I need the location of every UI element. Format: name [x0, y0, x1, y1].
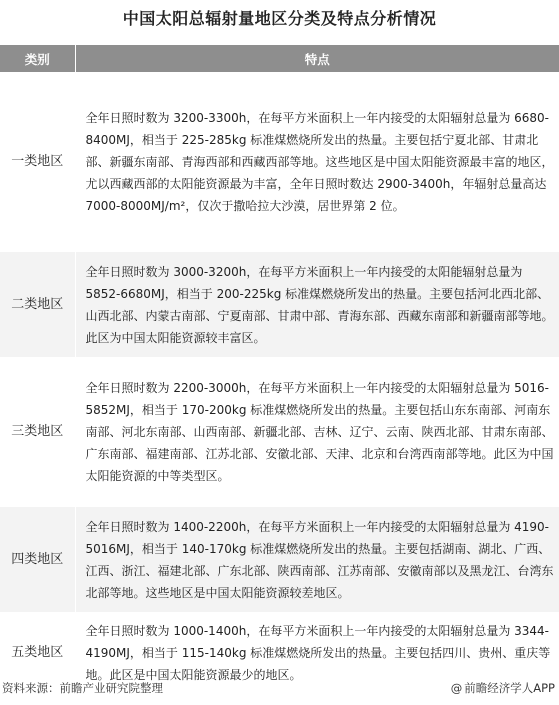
- table-header-row: [0, 45, 559, 72]
- page-title: 中国太阳总辐射量地区分类及特点分析情况: [122, 9, 437, 28]
- classification-table: [0, 45, 559, 693]
- feature-cell: 全年日照时数为 1000-1400h，在每平方米面积上一年内接受的太阳辐射总量为 3344-4190MJ，相当于 115-140kg 标准煤燃烧所发出的热量。主要包括四川、贵州、重庆等地。此区是中国太阳能资源最少的地区。: [75, 612, 559, 693]
- table-row: [0, 507, 559, 612]
- feature-cell: 全年日照时数为 2200-3000h，在每平方米面积上一年内接受的太阳辐射总量为 5016-5852MJ，相当于 170-200kg 标准煤燃烧所发出的热量。主要包括山东东南部、河南东南部、河北东南部、山西南部、新疆北部、吉林、辽宁、云南、陕西北部、甘肃东南部、广东南部、福建南部、江苏北部、安徽北部、天津、北京和台湾西南部等地。此区为中国太阳能资源的中等类型区。: [75, 357, 559, 507]
- brand-name: 前瞻经济学人APP: [464, 681, 555, 695]
- category-cell: 三类地区: [0, 357, 75, 507]
- category-cell: 四类地区: [0, 507, 75, 612]
- feature-cell: 全年日照时数为 3000-3200h，在每平方米面积上一年内接受的太阳能辐射总量为 5852-6680MJ，相当于 200-225kg 标准煤燃烧所发出的热量。主要包括河北西北部、山西北部、内蒙古南部、宁夏南部、甘肃中部、青海东部、西藏东南部和新疆南部等地。此区为中国太阳能资源较丰富区。: [75, 252, 559, 357]
- source-note: 资料来源：前瞻产业研究院整理: [2, 681, 163, 695]
- column-header-features: 特点: [75, 45, 559, 72]
- footer: [0, 680, 559, 700]
- at-symbol: @: [450, 681, 463, 695]
- category-cell: 五类地区: [0, 612, 75, 693]
- category-cell: 二类地区: [0, 252, 75, 357]
- table-row: [0, 72, 559, 252]
- feature-cell: 全年日照时数为 1400-2200h，在每平方米面积上一年内接受的太阳辐射总量为 4190-5016MJ，相当于 140-170kg 标准煤燃烧所发出的热量。主要包括湖南、湖北、广西、江西、浙江、福建北部、广东北部、陕西南部、江苏南部、安徽南部以及黑龙江、台湾东北部等地。这些地区是中国太阳能资源较差地区。: [75, 507, 559, 612]
- feature-cell: 全年日照时数为 3200-3300h，在每平方米面积上一年内接受的太阳辐射总量为 6680-8400MJ，相当于 225-285kg 标准煤燃烧所发出的热量。主要包括宁夏北部、甘肃北部、新疆东南部、青海西部和西藏西部等地。这些地区是中国太阳能资源最丰富的地区，尤以西藏西部的太阳能资源最为丰富，全年日照时数达 2900-3400h，年辐射总量高达 7000-8000MJ/m²，仅次于撒哈拉大沙漠，居世界第 2 位。: [75, 72, 559, 252]
- table-row: [0, 252, 559, 357]
- category-cell: 一类地区: [0, 72, 75, 252]
- brand-credit: [451, 680, 555, 696]
- table-row: [0, 357, 559, 507]
- column-header-category: 类别: [0, 45, 75, 72]
